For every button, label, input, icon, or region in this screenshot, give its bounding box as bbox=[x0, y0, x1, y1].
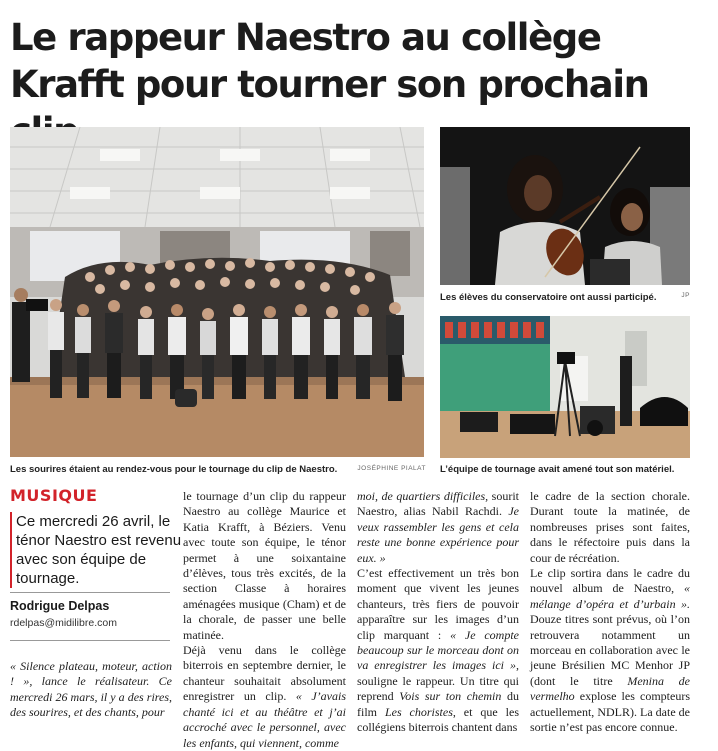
text-run: C’est effectivement un très bon moment que vivent les jeunes chanteurs, très fiers de pouvoir apparaître sur les images d’un clip marquant : bbox=[357, 566, 519, 642]
text-run: souligne le rappeur. Un titre qui reprend bbox=[357, 673, 519, 704]
lede-paragraph bbox=[10, 659, 172, 721]
paragraph: le cadre de la section chorale. Durant toute la matinée, de nombreuses prises sont faites, dans le réfectoire puis dans la cour de récréation. bbox=[530, 489, 690, 565]
divider bbox=[10, 640, 170, 641]
text-run: Le clip sortira dans le cadre du nouvel album de Naestro, bbox=[530, 566, 690, 596]
bottom-right-caption: L’équipe de tournage avait amené tout son matériel. bbox=[440, 464, 675, 475]
divider bbox=[10, 592, 170, 593]
text-run: sourit Naestro, alias Nabil Rachdi. bbox=[357, 489, 519, 519]
paragraph bbox=[183, 643, 346, 751]
album-description: « mélange d’opéra et d’urbain ». bbox=[530, 581, 690, 611]
bottom-right-photo bbox=[440, 316, 690, 458]
song-title: Menina de vermelho bbox=[530, 673, 690, 704]
paragraph bbox=[357, 489, 519, 566]
body-column-4 bbox=[530, 489, 690, 736]
quote: moi, de quartiers difficiles, bbox=[357, 489, 489, 503]
author-email: rdelpas@midilibre.com bbox=[10, 617, 117, 629]
song-title: Vois sur ton chemin bbox=[399, 689, 502, 704]
body-column-3 bbox=[357, 489, 519, 736]
quote: Je veux rassembler les gens et cela reste une bonne expérience pour eux. » bbox=[357, 504, 519, 565]
headline: Le rappeur Naestro au collège Krafft pour tourner son prochain bbox=[10, 16, 649, 106]
quote: « Je compte beaucoup sur le morceau dont on va enregistrer les images ici », bbox=[357, 627, 519, 673]
top-right-caption-row bbox=[440, 292, 690, 303]
text-run: du film bbox=[357, 689, 519, 719]
text-run: explose les compteurs actuellement, NDLR). La date de sortie n’est pas encore connue. bbox=[530, 689, 690, 735]
top-right-caption: Les élèves du conservatoire ont aussi participé. bbox=[440, 292, 657, 303]
author-name: Rodrigue Delpas bbox=[10, 599, 110, 613]
paragraph bbox=[530, 566, 690, 735]
quote: « J’avais chanté ici et au théâtre et j’ai accroché avec le personnel, avec les enfants, qui viennent, comme bbox=[183, 689, 346, 750]
main-photo bbox=[10, 127, 424, 457]
chapo: Ce mercredi 26 avril, le ténor Naestro est revenu avec son équipe de tournage. bbox=[10, 512, 186, 588]
paragraph bbox=[357, 566, 519, 735]
text-run: Déjà venu dans le collège biterrois en septembre dernier, le chanteur souhaitait absolument enregistrer un clip. bbox=[183, 643, 346, 704]
top-right-credit: JP bbox=[681, 292, 690, 299]
text-run: , et que les collégiens biterrois chantent dans bbox=[357, 704, 519, 735]
paragraph: le tournage d’un clip du rappeur Naestro au collège Maurice et Katia Krafft, à Béziers. Venu avec toute son équipe, le ténor permet à une soixantaine d’élèves, tous très excités, de la section Classe à horaires aménagées musique (Cham) et de la chorale, de passer une belle matinée. bbox=[183, 489, 346, 642]
text-run: Douze titres sont prévus, où l’on retrouvera notamment un morceau en collaboration avec le jeune Brésilien MC Menhor JP (dont le titre bbox=[530, 612, 690, 688]
body-column-2 bbox=[183, 489, 346, 751]
top-right-photo bbox=[440, 127, 690, 285]
main-caption-row bbox=[10, 464, 426, 475]
film-title: Les choristes bbox=[384, 704, 453, 719]
main-credit: JOSÉPHINE PIALAT bbox=[357, 465, 426, 472]
rubric-label: MUSIQUE bbox=[10, 486, 98, 505]
lede-text: « Silence plateau, moteur, action ! », lance le réalisateur. Ce mercredi 26 mars, il y a des rires, des sourires, et des chants, pour bbox=[10, 659, 172, 720]
main-caption: Les sourires étaient au rendez-vous pour le tournage du clip de Naestro. bbox=[10, 464, 338, 475]
